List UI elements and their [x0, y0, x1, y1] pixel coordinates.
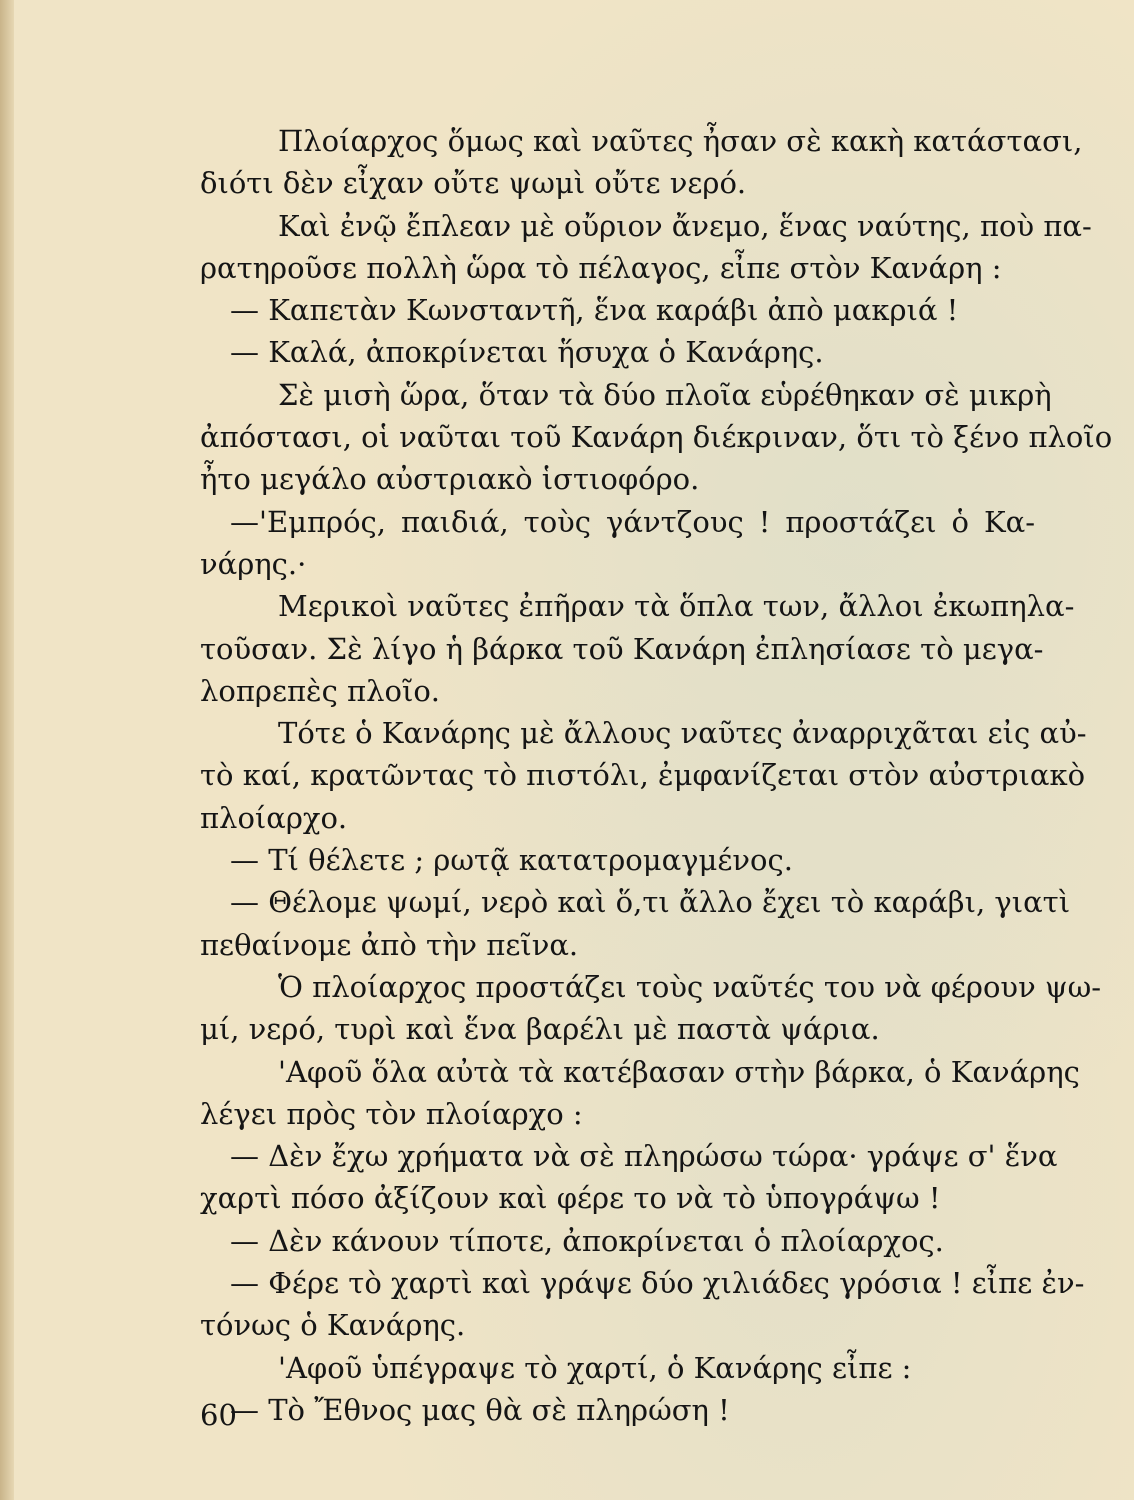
text-line: ἦτο μεγάλο αὐστριακὸ ἱστιοφόρο.	[200, 462, 700, 497]
text-line: λέγει πρὸς τὸν πλοίαρχο :	[200, 1096, 583, 1131]
text-line: πλοίαρχο.	[200, 800, 348, 835]
text-line: Πλοίαρχος ὅμως καὶ ναῦτες ἦσαν σὲ κακὴ κατάστασι,	[278, 124, 1083, 158]
text-line: — Καπετὰν Κωνσταντῆ, ἕνα καράβι ἀπὸ μακριά !	[230, 293, 959, 328]
text-line: — Θέλομε ψωμί, νερὸ καὶ ὅ,τι ἄλλο ἔχει τὸ καράβι, γιατὶ	[230, 885, 1071, 920]
text-line: τὸ καί, κρατῶντας τὸ πιστόλι, ἐμφανίζεται στὸν αὐστριακὸ	[200, 758, 1086, 793]
text-line: — Δὲν ἔχω χρήματα νὰ σὲ πληρώσω τώρα· γράψε σ' ἕνα	[230, 1139, 1058, 1174]
page-number: 60	[200, 1398, 237, 1432]
text-line: — Τὸ Ἔθνος μας θὰ σὲ πληρώση !	[230, 1392, 730, 1427]
text-line: διότι δὲν εἶχαν οὔτε ψωμὶ οὔτε νερό.	[200, 166, 747, 201]
text-line: — Τί θέλετε ; ρωτᾷ κατατρομαγμένος.	[230, 843, 793, 878]
text-line: Ὁ πλοίαρχος προστάζει τοὺς ναῦτές του νὰ φέρουν ψω-	[278, 969, 1102, 1004]
body-text	[200, 120, 1113, 1431]
text-line: τόνως ὁ Κανάρης.	[200, 1308, 466, 1343]
text-line: — Φέρε τὸ χαρτὶ καὶ γράψε δύο χιλιάδες γρόσια ! εἶπε ἐν-	[230, 1266, 1085, 1301]
text-line: ρατηροῦσε πολλὴ ὥρα τὸ πέλαγος, εἶπε στὸν Κανάρη :	[200, 250, 1002, 285]
text-line: ἀπόστασι, οἱ ναῦται τοῦ Κανάρη διέκριναν, ὅτι τὸ ξένο πλοῖο	[200, 420, 1113, 455]
text-line: Τότε ὁ Κανάρης μὲ ἄλλους ναῦτες ἀναρριχᾶται εἰς αὐ-	[278, 716, 1087, 751]
text-line: — Δὲν κάνουν τίποτε, ἀποκρίνεται ὁ πλοίαρχος.	[230, 1223, 944, 1258]
text-line: Μερικοὶ ναῦτες ἐπῆραν τὰ ὅπλα των, ἄλλοι ἐκωπηλα-	[278, 589, 1075, 624]
text-line: μί, νερό, τυρὶ καὶ ἕνα βαρέλι μὲ παστὰ ψάρια.	[200, 1012, 880, 1047]
text-line: νάρης.·	[200, 546, 307, 581]
text-line: τοῦσαν. Σὲ λίγο ἡ βάρκα τοῦ Κανάρη ἐπλησίασε τὸ μεγα-	[200, 631, 1044, 666]
page-gutter	[0, 0, 14, 1500]
text-line: πεθαίνομε ἀπὸ τὴν πεῖνα.	[200, 927, 579, 962]
text-line: Σὲ μισὴ ὥρα, ὅταν τὰ δύο πλοῖα εὑρέθηκαν σὲ μικρὴ	[278, 377, 1052, 412]
text-line: 'Αφοῦ ὅλα αὐτὰ τὰ κατέβασαν στὴν βάρκα, ὁ Κανάρης	[278, 1054, 1080, 1089]
text-line: Καὶ ἐνῷ ἔπλεαν μὲ οὔριον ἄνεμο, ἕνας ναύτης, ποὺ πα-	[278, 208, 1092, 243]
text-line: λοπρεπὲς πλοῖο.	[200, 673, 441, 708]
text-line: χαρτὶ πόσο ἀξίζουν καὶ φέρε το νὰ τὸ ὑπογράψω !	[200, 1181, 941, 1216]
text-line: —'Εμπρός, παιδιά, τοὺς γάντζους ! προστάζει ὁ Κα-	[230, 504, 1035, 539]
text-line: — Καλά, ἀποκρίνεται ἥσυχα ὁ Κανάρης.	[230, 335, 824, 370]
text-line: 'Αφοῦ ὑπέγραψε τὸ χαρτί, ὁ Κανάρης εἶπε :	[278, 1350, 912, 1385]
